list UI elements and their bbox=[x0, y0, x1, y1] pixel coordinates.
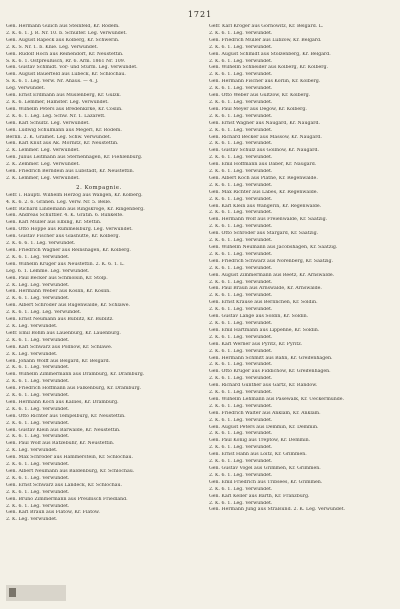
list-entry-line: 2. K. 6. 1. Leg. Verwundet. bbox=[209, 279, 273, 285]
list-entry-line: Gen. Gustav Vogel aus Grimmen, Kr. Grimmen. bbox=[209, 466, 321, 471]
list-entry-line: Gen. Hermann Gulich aus Steinfeld, Kr. Rodem. bbox=[6, 24, 120, 29]
list-entry-line: 2. K. 6. 1. Leg. Verwundet. bbox=[6, 489, 70, 495]
list-entry-line: Gen. Ernst Erdmann aus Müslenberg, Kr. Gülzk. bbox=[6, 93, 121, 99]
list-entry-line: Gen. Gustav Klein aus Bärwalde, Kr. Neustettin. bbox=[6, 427, 121, 433]
list-entry-line: 2. K. 6. 1. J. R. Nr. 10. b. Schulter. Leg. Verwundet. bbox=[6, 30, 127, 36]
list-entry-line: Gen. Gustav Schmidt. Vor- und Sturm. Leg. Verwundet. bbox=[6, 65, 138, 71]
list-entry-line: Gen. Ernst Schwarz aus Landeck, Kr. Schlochau. bbox=[6, 482, 123, 488]
list-entry-line: 2. K. Leg. Verwundet. bbox=[6, 351, 58, 357]
list-entry-line: 2. K. Leg. Verwundet. bbox=[6, 323, 58, 329]
list-entry-line: 2. K. 6. 1. Leg. Verwundet. bbox=[209, 196, 273, 202]
list-entry-line: 2. K. 6. 1. Leg. Verwundet. bbox=[209, 320, 273, 326]
list-entry-line: 2. K. 6. 1. Leg. Verwundet. bbox=[209, 362, 273, 368]
list-entry-line: 2. K. 6. 1. Leg. Verwundet. bbox=[209, 293, 273, 299]
list-entry-line: 2. K. 6. 1. Leg. Verwundet. bbox=[209, 155, 273, 161]
list-entry-line: Gen. Emil Hoffmann aus Daber, Kr. Naugard. bbox=[209, 162, 317, 168]
list-entry-line: Gen. August Peters aus Demmin, Kr. Demmin. bbox=[209, 424, 319, 430]
list-entry-line: Gen. Karl Müller aus Elbing, Kr. Stettin. bbox=[6, 220, 102, 226]
list-entry-line: Leg. Verwundet. bbox=[6, 86, 46, 92]
list-entry-line: 2. K. 6. 1. Leg. Verwundet. bbox=[209, 500, 273, 506]
list-entry-line: Gen. Karl Schultz. Leg. Verwundet. bbox=[6, 120, 90, 126]
list-entry-line: Gen. Friedrich Walter aus Anklam, Kr. Anklam. bbox=[209, 410, 321, 416]
list-entry-line: 2. K. 6. 1. Leg. Verwundet. bbox=[209, 265, 273, 271]
list-entry-line: 2. K. Lemmer. Leg. Verwundet. bbox=[6, 148, 80, 154]
list-entry-line: Gen. Friedrich Berndein aus Lubstadt, Kr. Neustettin. bbox=[6, 169, 135, 175]
list-entry-line: Gen. Otto Richter aus Tempelburg, Kr. Neustettin. bbox=[6, 413, 126, 419]
list-entry-line: 2. K. 6. 1. Leg. Verwundet. bbox=[6, 406, 70, 412]
list-entry-line: Gen. Ernst Krause aus Berlinchen, Kr. Soldin. bbox=[209, 300, 318, 306]
list-entry-line: 2. K. 6. 1. Leg. Verwundet. bbox=[209, 86, 273, 92]
list-entry-line: Gen. Karl Knüt aus Ak. Mörnitz, Kr. Neustettin. bbox=[6, 141, 119, 147]
list-entry-line: 2. K. Lemmer, Leg. Verwundet. bbox=[6, 175, 80, 181]
list-entry-line: Gen. Hermann Schmitt aus Bahn, Kr. Greifenhagen. bbox=[209, 355, 333, 361]
list-entry-line: Gen. Max Richter aus Labes, Kr. Regenwalde. bbox=[209, 189, 318, 195]
list-entry-line: 2. K. 6. 1. Leg. Verwundet. bbox=[209, 141, 273, 147]
list-entry-line: Gen. Otto Schröder aus Stargard, Kr. Saatzig. bbox=[209, 231, 319, 237]
list-entry-line: Gen. Ernst Hahn aus Loitz, Kr. Grimmen. bbox=[209, 452, 307, 458]
list-entry-line: 2. K. 6. 1. Leg. Verwundet. bbox=[209, 113, 273, 119]
list-entry-line: 2. K. 6. 1. Leg. Verwundet. bbox=[209, 403, 273, 409]
page-number: 1721 bbox=[187, 10, 213, 19]
list-entry-line: Gefr. i. Hauptl. Wilhelm Herzog aus Wangen, Kr. Kolberg. bbox=[6, 192, 143, 198]
list-entry-line: 2. K. Zemmer. Leg. Verwundet. bbox=[6, 162, 80, 168]
list-entry-line: 2. K. 6. 1. Leg. Verwundet. bbox=[6, 462, 70, 468]
list-entry-line: 2. K. 6. 1. Leg. Verwundet. bbox=[6, 296, 70, 302]
list-entry-line: Gen. August Rapeck aus Kölberg, Kr. Schwerin. bbox=[6, 37, 120, 43]
list-entry-line: 2. K. 6. 1. Leg. Verwundet. bbox=[209, 238, 273, 244]
list-entry-line: Gen. Gustav Schulz aus Gollnow, Kr. Naugard. bbox=[209, 148, 320, 154]
list-entry-line: Gen. Wilhelm Zimmermann aus Dramburg, Kr. Dramburg. bbox=[6, 372, 145, 378]
list-entry-line: Berlin. 2. K. Gramet. Leg. Schw. Verwundet. bbox=[6, 134, 112, 140]
list-entry-line: 2. K. 6. 1. Leg. Verwundet. bbox=[209, 307, 273, 313]
list-entry-line: 2. K. 6. 1. Leg. Verwundet. bbox=[209, 417, 273, 423]
list-entry-line: Gen. Hermann Koch aus Kallies, Kr. Dramburg. bbox=[6, 399, 119, 405]
section-heading: 2. Kompagnie. bbox=[76, 184, 122, 191]
list-entry-line: 2. K. Leg. Leg. Verwundet. bbox=[6, 282, 70, 288]
list-entry-line: 2. K. 6. 1. Leg. Verwundet. bbox=[209, 431, 273, 437]
list-entry-line: 2. K. 6. 1. Leg. Verwundet. bbox=[6, 420, 70, 426]
list-entry-line: Gen. Karl Klein aus Wangerin, Kr. Regenwalde. bbox=[209, 203, 322, 209]
list-entry-line: 2. K. 6. 1. Leg. Verwundet. bbox=[209, 58, 273, 64]
list-entry-line: Gen. Otto Krüger aus Fiddichow, Kr. Greifenhagen. bbox=[209, 369, 331, 375]
list-entry-line: Gen. Johann Wolff aus Belgard, Kr. Belgard. bbox=[6, 358, 111, 364]
list-entry-line: Gen. August Bauerfeld aus Lübeck, Kr. Schlochau. bbox=[6, 72, 126, 78]
list-entry-line: Gen. Paul Meyer aus Degow, Kr. Kolberg. bbox=[209, 106, 307, 112]
list-entry-line: 2. K. 6. 6. 1. Leg. Verwundet. bbox=[6, 241, 76, 247]
list-entry-line: Gen. Richard Günther aus Gartz, Kr. Randow. bbox=[209, 383, 318, 389]
list-entry-line: 2. K. 6. 1. Leg. Verwundet. bbox=[209, 169, 273, 175]
list-entry-line: 2. K. 6. 1. Leg. Leg. Schw. Nr. 1. Lazarett. bbox=[6, 113, 106, 119]
list-entry-line: 2. K. 6. 1. Leg. Verwundet. bbox=[209, 99, 273, 105]
list-entry-line: 2. K. 6. 1. Leg. Verwundet. bbox=[209, 486, 273, 492]
list-entry-line: Gen. Friedrich Schwarz aus Nörenberg, Kr. Saatzig. bbox=[209, 258, 334, 264]
list-entry-line: Gen. Wilhelm Neumann aus Jacobshagen, Kr. Saatzig. bbox=[209, 245, 338, 250]
left-column bbox=[6, 24, 192, 524]
list-entry-line: 2. K. 6. 1. Leg. Verwundet. bbox=[209, 182, 273, 188]
list-entry-line: S. K. 6. 1. Leg. Verw. Nr. Ahaus. — 4. J. bbox=[6, 79, 99, 85]
list-entry-line: 2. K. 6. 1. Leg. Verwundet. bbox=[209, 127, 273, 133]
list-entry-line: Gen. Gustav Fischer aus Glashütte, Kr. Kolberg. bbox=[6, 234, 120, 240]
list-entry-line: 2. K. 6. 1. Leg. Verwundet. bbox=[209, 459, 273, 465]
list-entry-line: 2. K. 6. 1. Leg. Verwundet. bbox=[209, 390, 273, 396]
list-entry-line: Gen. Paul Wolf aus Ratzebuhr, Kr. Neustettin. bbox=[6, 441, 115, 447]
list-entry-line: 2. K. S. Nr. 1. b. Knie. Leg. Verwundet. bbox=[6, 44, 99, 50]
list-entry-line: Gen. Karl Keller aus Barth, Kr. Franzburg. bbox=[209, 493, 310, 499]
list-entry-line: Gen. Karl Schwarz aus Pollnow, Kr. Schlawe. bbox=[6, 344, 113, 350]
list-entry-line: 2. K. 6. 1. Leg. Leg. Verwundet. bbox=[6, 310, 82, 316]
list-entry-line: 2. K. 6. 1. Leg. Verwundet. bbox=[6, 337, 70, 343]
list-entry-line: Gen. Karl Werner aus Pyritz, Kr. Pyritz. bbox=[209, 341, 303, 347]
list-entry-line: Gen. Albert Neumann aus Baldenburg, Kr. Schlochau. bbox=[6, 469, 135, 474]
list-entry-line: Gen. Richard Becker aus Massow, Kr. Naugard. bbox=[209, 134, 322, 140]
list-entry-line: Gen. Albert Koch aus Plathe, Kr. Regenwalde. bbox=[209, 175, 318, 181]
list-entry-line: Gen. Friedrich Wagner aus Reinshagen, Kr. Kolberg. bbox=[6, 248, 131, 253]
list-entry-line: 2. K. 6. 1. Leg. Verwundet. bbox=[209, 224, 273, 230]
list-entry-line: Gen. Albert Schröder aus Rügenwalde, Kr. Schlawe. bbox=[6, 303, 130, 309]
list-entry-line: Gen. Hermann Jung aus Stralsund. 2. K. Leg. Verwundet. bbox=[209, 507, 346, 513]
list-entry-line: Gen. Friedrich Müller aus Lübzow, Kr. Belgard. bbox=[209, 37, 322, 43]
list-entry-line: Gen. Wilhelm Krüger aus Neustettin. 2. K. 6. 1. L. bbox=[6, 261, 125, 267]
list-entry-line: Gen. Otto Weber aus Gültzow, Kr. Kolberg. bbox=[209, 93, 311, 99]
list-entry-line: Gen. Julius Leitmann aus Sternenhagen, Kr. Fiehlenburg. bbox=[6, 155, 143, 161]
list-entry-line: 2. K. 6. 1. Leg. Verwundet. bbox=[209, 348, 273, 354]
list-entry-line: 2. K. 6. 1. Leg. Verwundet. bbox=[6, 393, 70, 399]
list-entry-line: 2. K. 6. 1. Leg. Verwundet. bbox=[209, 210, 273, 216]
list-entry-line: 2. K. 6. 1. Leg. Verwundet. bbox=[6, 254, 70, 260]
list-entry-line: 2. K. Leg. Verwundet. bbox=[6, 448, 58, 454]
list-entry-line: Gen. Paul Braun aus Arnswalde, Kr. Arnswalde. bbox=[209, 286, 322, 292]
list-entry-line: Gen. Wilhelm Peters aus Bredenkirke, Kr. Cöslin. bbox=[6, 106, 123, 112]
list-entry-line: Gen. Friedrich Hoffmann aus Falkenburg, Kr. Dramburg. bbox=[6, 386, 142, 392]
logo-mark-icon bbox=[9, 588, 16, 597]
list-entry-line: Gen. Emil Friedrich aus Tribsees, Kr. Grimmen. bbox=[209, 479, 323, 485]
list-entry-line: 2. K. 6. Lemmer, Hamster. Leg. Verwundet. bbox=[6, 99, 109, 105]
list-entry-line: 2. K. 6. 1. Leg. Verwundet. bbox=[209, 44, 273, 50]
list-entry-line: 2. K. 6. 1. Leg. Verwundet. bbox=[209, 72, 273, 78]
list-entry-line: Gefr. Karl Kröger aus Gornowitz, Kr. Belgard. L. bbox=[209, 24, 324, 29]
right-column bbox=[209, 24, 395, 514]
list-entry-line: Gen. Hermann Weber aus Köslin, Kr. Köslin. bbox=[6, 289, 111, 295]
list-entry-line: 2. K. 6. 1. Leg. Verwundet. bbox=[6, 434, 70, 440]
list-entry-line: Gen. Wilhelm Schneider aus Kolberg, Kr. Kolberg. bbox=[209, 65, 328, 71]
list-entry-line: 2. K. 6. 1. Leg. Verwundet. bbox=[6, 475, 70, 481]
list-entry-line: Gen. Ernst Wagner aus Naugard, Kr. Naugard. bbox=[209, 120, 320, 126]
list-entry-line: Leg. 6. 1. Lemme. Leg. Verwundet. bbox=[6, 268, 90, 274]
list-entry-line: 2. K. 6. 1. Leg. Verwundet. bbox=[6, 379, 70, 385]
list-entry-line: 2. K. 6. 1. Leg. Verwundet. bbox=[209, 472, 273, 478]
list-entry-line: Gen. Max Schröder aus Hammerstein, Kr. Schlochau. bbox=[6, 455, 134, 461]
list-entry-line: 2. K. 6. 1. Leg. Verwundet. bbox=[209, 251, 273, 257]
list-entry-line: Gen. Wilhelm Lehmann aus Pasewalk, Kr. Ueckermünde. bbox=[209, 396, 345, 402]
list-entry-line: Gen. Rudolf Hoch aus Reihendorf, Kr. Neustettin. bbox=[6, 51, 124, 57]
list-entry-line: Gen. Emil Hartmann aus Lippehne, Kr. Soldin. bbox=[209, 327, 320, 333]
list-entry-line: Gefr. Emil Böhm aus Lauenburg, Kr. Lauenburg. bbox=[6, 330, 121, 336]
list-entry-line: Gen. Ernst Neumann aus Bublitz, Kr. Bublitz. bbox=[6, 317, 114, 323]
list-entry-line: Gen. Andreas Schüttler. 4. K. Gratin. 6. Rünkelte. bbox=[6, 213, 124, 219]
list-entry-line: S. K. 6. 1. Ostpreußisch, Rr. 6. Arm. 1861 Nr. 109. bbox=[6, 58, 126, 64]
list-entry-line: Gen. Bruno Zimmermann aus Preußisch Friedland. bbox=[6, 496, 128, 502]
list-entry-line: Gen. August Schmidt aus Stolzenberg, Kr. Belgard. bbox=[209, 51, 331, 57]
list-entry-line: Gen. Otto Hoppe aus Rummelsburg. Leg. Verwundet. bbox=[6, 227, 133, 233]
list-entry-line: Gen. Gustav Lange aus Soldin, Kr. Soldin. bbox=[209, 314, 309, 320]
list-entry-line: Gefr. Richard Lindemann aus Ringskroge, Kr. Ringenberg. bbox=[6, 206, 145, 212]
list-entry-line: Gen. Paul Becker aus Schmolsin, Kr. Stolp. bbox=[6, 275, 108, 281]
list-entry-line: 2. K. Leg. Verwundet. bbox=[6, 517, 58, 523]
library-logo bbox=[6, 585, 66, 601]
list-entry-line: 2. K. 6. 1. Leg. Verwundet. bbox=[209, 445, 273, 451]
list-entry-line: 2. K. 6. 1. Leg. Verwundet. bbox=[209, 376, 273, 382]
list-entry-line: Gen. August Zimmermann aus Reetz, Kr. Arnswalde. bbox=[209, 272, 335, 278]
list-entry-line: Gen. Hermann Wolf aus Freienwalde, Kr. Saatzig. bbox=[209, 217, 328, 223]
list-entry-line: Gen. Hermann Fischer aus Körlin, Kr. Kolberg. bbox=[209, 79, 321, 85]
list-entry-line: Gen. Paul König aus Treptow, Kr. Demmin. bbox=[209, 438, 311, 444]
list-entry-line: 2. K. 6. 1. Leg. Verwundet. bbox=[6, 503, 70, 509]
list-entry-line: Gen. Karl Braun aus Flatow, Kr. Flatow. bbox=[6, 510, 100, 516]
list-entry-line: 2. K. 6. 1. Leg. Verwundet. bbox=[209, 30, 273, 36]
list-entry-line: Gen. Ludwig Schulmann aus Megerl, Kr. Rodem. bbox=[6, 127, 122, 133]
list-entry-line: 2. K. 6. 1. Leg. Verwundet. bbox=[6, 365, 70, 371]
list-entry-line: 4. K. 6. 2. 6. Gränen. Leg. Verw. Nr. 5. Belle. bbox=[6, 199, 112, 205]
list-entry-line: 2. K. 6. 1. Leg. Verwundet. bbox=[209, 334, 273, 340]
